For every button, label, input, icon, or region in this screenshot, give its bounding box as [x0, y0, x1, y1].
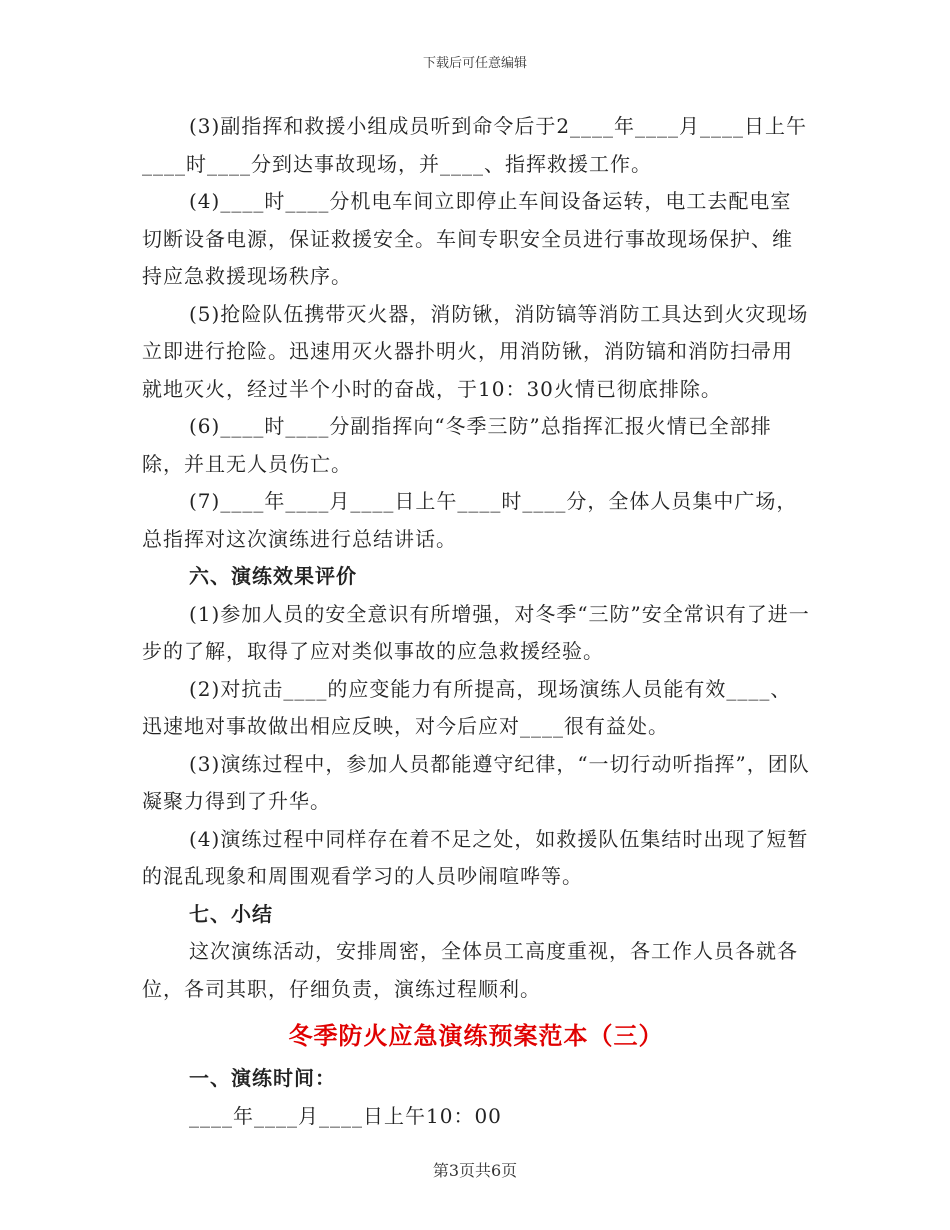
evaluation-item-4: (4)演练过程中同样存在着不足之处，如救援队伍集结时出现了短暂的混乱现象和周围观看学习的人员吵闹喧哗等。 [142, 826, 809, 888]
page-footer: 第3页共6页 [432, 1161, 518, 1180]
evaluation-item-3: (3)演练过程中，参加人员都能遵守纪律，“一切行动听指挥”，团队凝聚力得到了升华。 [142, 751, 810, 813]
evaluation-item-2: (2)对抗击____的应变能力有所提高，现场演练人员能有效____、迅速地对事故做出相应反映，对今后应对____很有益处。 [142, 676, 792, 738]
paragraph-4: (4)____时____分机电车间立即停止车间设备运转，电工去配电室切断设备电源，保证救援安全。车间专职安全员进行事故现场保护、维持应急救援现场秩序。 [142, 189, 793, 288]
section-heading-evaluation: 六、演练效果评价 [189, 564, 357, 588]
summary-text: 这次演练活动，安排周密，全体员工高度重视，各工作人员各就各位，各司其职，仔细负责，演练过程顺利。 [142, 939, 798, 1001]
paragraph-3: (3)副指挥和救援小组成员听到命令后于2____年____月____日上午____时____分到达事故现场，并____、指挥救援工作。 [142, 114, 808, 176]
paragraph-6: (6)____时____分副指挥向“冬季三防”总指挥汇报火情已全部排除，并且无人员伤亡。 [142, 414, 772, 476]
section-heading-summary: 七、小结 [189, 901, 273, 926]
page-header: 下载后可任意编辑 [422, 56, 527, 71]
paragraph-5: (5)抢险队伍携带灭火器，消防锹，消防镐等消防工具达到火灾现场立即进行抢险。迅速用灭火器扑明火，用消防锹，消防镐和消防扫帚用就地灭火，经过半个小时的奋战，于10：30火情已彻底排除。 [142, 301, 809, 401]
evaluation-item-1: (1)参加人员的安全意识有所增强，对冬季“三防”安全常识有了进一步的了解，取得了应对类似事故的应急救援经验。 [142, 601, 810, 663]
drill-time-text: ____年____月____日上午10：00 [189, 1103, 502, 1128]
section-heading-drill-time: 一、演练时间： [189, 1066, 336, 1090]
document-body [142, 108, 810, 1135]
paragraph-7: (7)____年____月____日上午____时____分，全体人员集中广场，总指挥对这次演练进行总结讲话。 [142, 489, 798, 551]
document-title: 冬季防火应急演练预案范本（三） [288, 1021, 664, 1050]
